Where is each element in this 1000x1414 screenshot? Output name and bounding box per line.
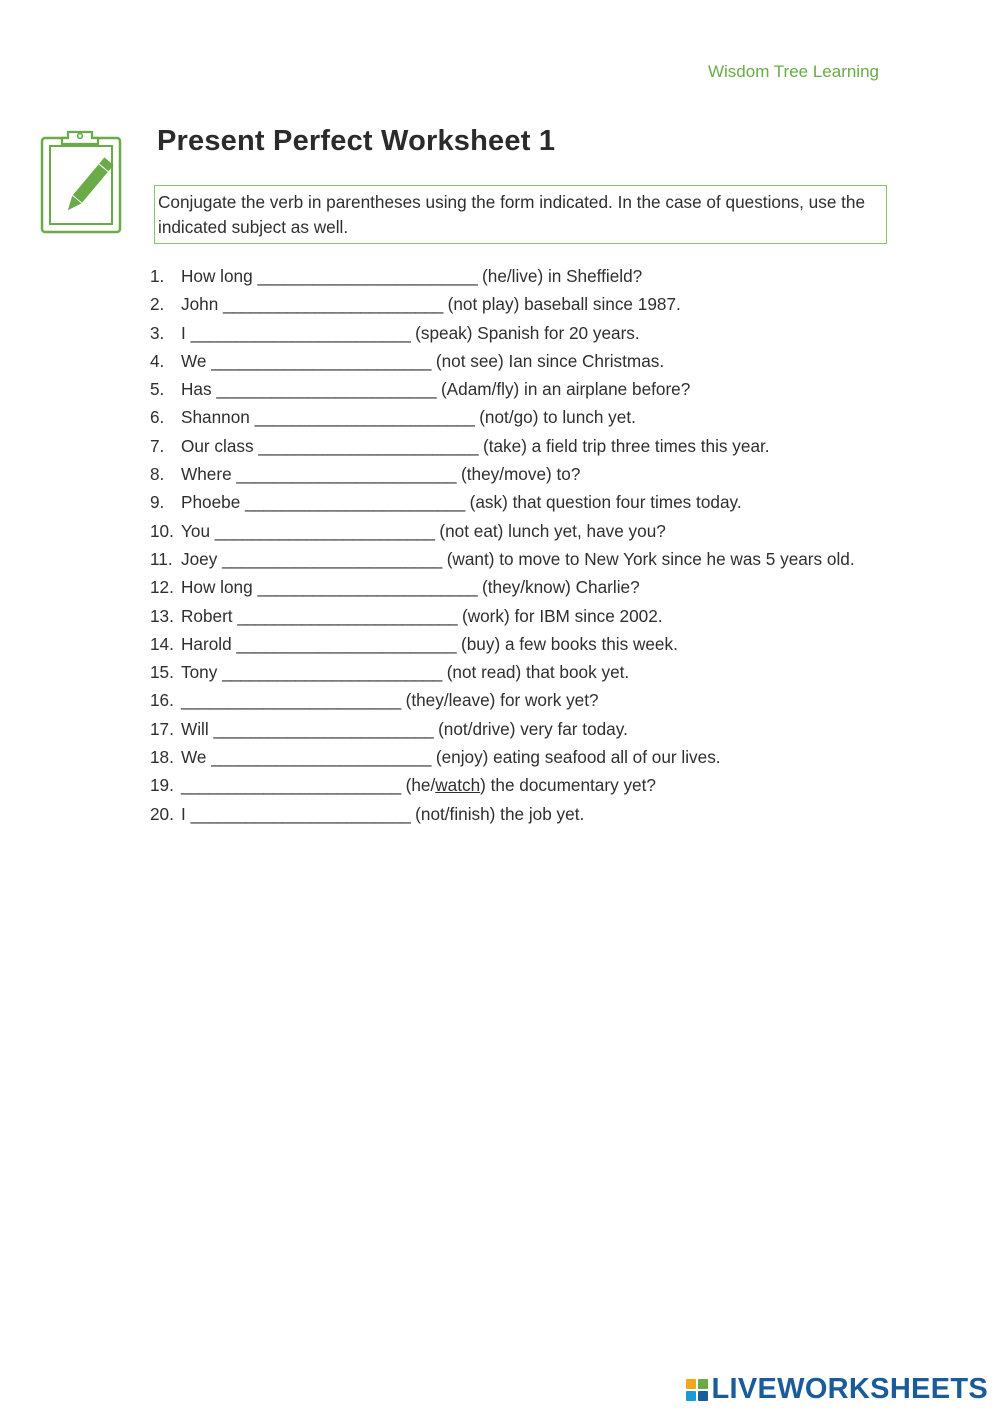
question-suffix: (they/leave) for work yet? (400, 690, 599, 711)
question-prefix: You (181, 520, 215, 541)
question-suffix: (not read) that book yet. (441, 662, 630, 683)
answer-blank[interactable]: ________________________ (211, 747, 432, 768)
answer-blank[interactable]: ________________________ (211, 350, 432, 371)
question-item (150, 545, 880, 573)
question-prefix: We (181, 350, 212, 371)
question-number: 17. (150, 718, 174, 739)
question-text (181, 432, 880, 460)
answer-blank[interactable]: ________________________ (190, 322, 411, 343)
question-list (150, 262, 880, 828)
worksheet-title: Present Perfect Worksheet 1 (157, 125, 556, 157)
answer-blank[interactable]: ________________________ (222, 548, 442, 569)
question-prefix: How long (181, 266, 258, 286)
question-prefix: Tony (181, 662, 223, 683)
question-number: 19. (150, 775, 174, 796)
question-number: 18. (150, 747, 174, 768)
question-suffix: (they/know) Charlie? (477, 577, 640, 598)
question-suffix: (buy) a few books this week. (456, 633, 678, 654)
question-text (181, 715, 880, 743)
question-prefix: Will (181, 718, 214, 739)
answer-blank[interactable]: ________________________ (216, 379, 437, 400)
question-text (181, 290, 880, 318)
question-item (150, 375, 880, 403)
question-number: 16. (150, 690, 174, 711)
question-number: 15. (150, 662, 174, 683)
answer-blank[interactable]: ________________________ (181, 775, 401, 796)
question-prefix: How long (181, 577, 258, 598)
question-text (181, 658, 880, 686)
question-hint-underlined: watch (435, 775, 481, 796)
question-suffix: (enjoy) eating seafood all of our lives. (431, 747, 721, 768)
question-number: 8. (150, 464, 165, 485)
answer-blank[interactable]: ________________________ (257, 266, 478, 286)
question-suffix: (take) a field trip three times this year. (478, 435, 770, 456)
question-prefix: Our class (181, 435, 259, 456)
answer-blank[interactable]: ________________________ (213, 718, 434, 739)
question-item (150, 517, 880, 545)
question-item (150, 743, 880, 771)
question-suffix: ) the documentary yet? (480, 775, 656, 796)
question-item (150, 460, 880, 488)
question-text (181, 403, 880, 431)
question-text (181, 686, 880, 714)
answer-blank[interactable]: ________________________ (214, 520, 435, 541)
answer-blank[interactable]: ________________________ (181, 690, 401, 711)
question-item (150, 432, 880, 460)
question-item (150, 602, 880, 630)
question-suffix: (they/move) to? (456, 464, 581, 485)
question-text (181, 771, 880, 799)
answer-blank[interactable]: ________________________ (254, 407, 475, 428)
question-prefix: Robert (181, 605, 238, 626)
question-prefix: Phoebe (181, 492, 246, 513)
question-item (150, 573, 880, 601)
question-hint-prefix: (he/ (400, 775, 436, 796)
question-prefix: Has (181, 379, 217, 400)
question-item (150, 658, 880, 686)
question-text (181, 573, 880, 601)
question-suffix: (want) to move to New York since he was 5 years old. (441, 548, 855, 569)
question-number: 9. (150, 492, 165, 513)
question-item (150, 771, 880, 799)
question-number: 10. (150, 520, 174, 541)
question-prefix: We (181, 747, 212, 768)
question-suffix: (not/finish) the job yet. (410, 803, 585, 824)
answer-blank[interactable]: ________________________ (237, 605, 458, 626)
question-suffix: (not play) baseball since 1987. (442, 294, 681, 315)
question-item (150, 686, 880, 714)
question-item (150, 319, 880, 347)
question-item (150, 630, 880, 658)
question-number: 12. (150, 577, 174, 598)
question-number: 2. (150, 294, 165, 315)
question-suffix: (not see) Ian since Christmas. (431, 350, 665, 371)
answer-blank[interactable]: ________________________ (236, 633, 457, 654)
question-suffix: (he/live) in Sheffield? (477, 266, 643, 286)
question-number: 6. (150, 407, 165, 428)
question-prefix: John (181, 294, 224, 315)
logo-text: LIVEWORKSHEETS (711, 1373, 988, 1405)
question-text (181, 460, 880, 488)
question-text (181, 517, 880, 545)
question-text (181, 262, 880, 290)
question-suffix: (not eat) lunch yet, have you? (434, 520, 666, 541)
answer-blank[interactable]: ________________________ (245, 492, 465, 513)
question-number: 5. (150, 379, 165, 400)
question-item (150, 488, 880, 516)
instructions-box: Conjugate the verb in parentheses using the form indicated. In the case of questions, use the indicated subject as well. (154, 185, 887, 244)
question-suffix: (not/go) to lunch yet. (474, 407, 636, 428)
question-item (150, 403, 880, 431)
question-text (181, 488, 880, 516)
question-prefix: I (181, 803, 191, 824)
question-prefix: Harold (181, 633, 237, 654)
clipboard-pencil-icon (40, 128, 132, 236)
question-text (181, 602, 880, 630)
question-item (150, 715, 880, 743)
answer-blank[interactable]: ________________________ (222, 662, 442, 683)
brand-name: Wisdom Tree Learning (707, 62, 879, 81)
question-prefix: Joey (181, 548, 223, 569)
question-number: 14. (150, 633, 174, 654)
question-number: 4. (150, 350, 165, 371)
answer-blank[interactable]: ________________________ (236, 464, 457, 485)
question-suffix: (work) for IBM since 2002. (457, 605, 663, 626)
question-suffix: (Adam/fly) in an airplane before? (436, 379, 691, 400)
question-number: 3. (150, 322, 165, 343)
answer-blank[interactable]: ________________________ (223, 294, 443, 315)
question-number: 11. (150, 548, 173, 569)
question-number: 20. (150, 803, 174, 824)
question-text (181, 545, 880, 573)
question-text (181, 743, 880, 771)
question-prefix: Shannon (181, 407, 255, 428)
answer-blank[interactable]: ________________________ (257, 577, 478, 598)
question-item (150, 800, 880, 828)
question-suffix: (not/drive) very far today. (433, 718, 628, 739)
question-prefix: I (181, 322, 191, 343)
liveworksheets-logo (686, 1373, 989, 1406)
question-number: 7. (150, 435, 165, 456)
question-suffix: (speak) Spanish for 20 years. (410, 322, 640, 343)
question-text (181, 630, 880, 658)
liveworksheets-logo-icon (686, 1379, 708, 1401)
answer-blank[interactable]: ________________________ (190, 803, 411, 824)
answer-blank[interactable]: ________________________ (258, 435, 479, 456)
question-number: 1. (150, 266, 165, 286)
question-text (181, 375, 880, 403)
question-item (150, 347, 880, 375)
question-text (181, 319, 880, 347)
question-text (181, 347, 880, 375)
question-prefix: Where (181, 464, 237, 485)
question-suffix: (ask) that question four times today. (464, 492, 742, 513)
question-text (181, 800, 880, 828)
question-item (150, 262, 880, 290)
question-item (150, 290, 880, 318)
question-number: 13. (150, 605, 174, 626)
